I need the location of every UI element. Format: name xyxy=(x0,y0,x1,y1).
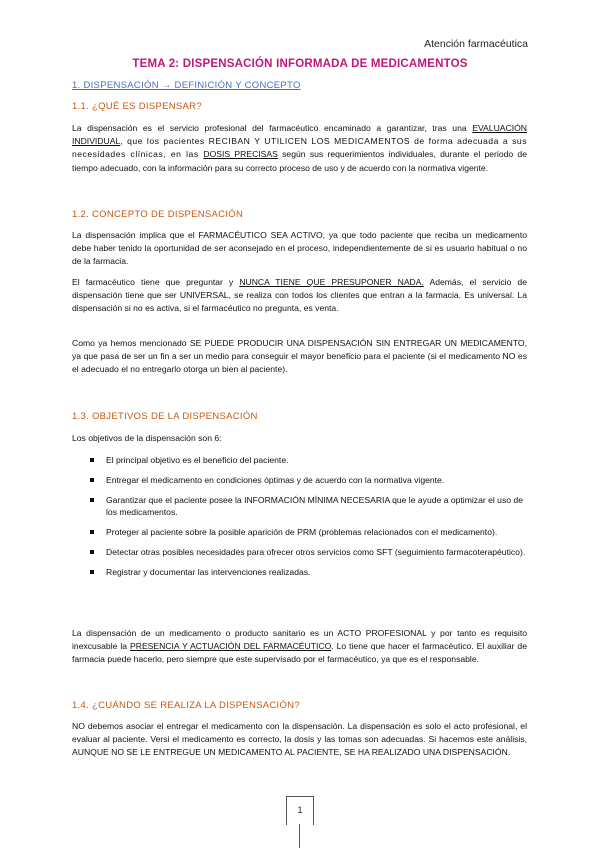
bullet-icon xyxy=(90,530,94,534)
document-title: TEMA 2: DISPENSACIÓN INFORMADA DE MEDICAMENTOS xyxy=(132,58,468,70)
list-item: Registrar y documentar las intervenciones realizadas. xyxy=(72,566,527,579)
section-link-dispensacion[interactable]: 1. DISPENSACIÓN → DEFINICIÓN Y CONCEPTO xyxy=(72,80,301,91)
underlined-nunca-presuponer: NUNCA TIENE QUE PRESUPONER NADA. xyxy=(239,277,424,287)
list-item: El principal objetivo es el beneficio del paciente. xyxy=(72,454,527,467)
bullet-icon xyxy=(90,550,94,554)
bullet-icon xyxy=(90,478,94,482)
paragraph-acto-profesional: La dispensación de un medicamento o producto sanitario es un ACTO PROFESIONAL y por tanto es requisito inexcusable la PRESENCIA Y ACTUACIÓN DEL FARMACÉUTICO. Lo tiene que hacer el farmacéutico. El auxiliar de farmacia puede hacerlo, pero siempre que este supervisado por el farmacéutico, ya que es el responsable. xyxy=(72,628,527,665)
heading-1-1: 1.1. ¿QUÉ ES DISPENSAR? xyxy=(72,101,202,112)
paragraph-concepto-1: La dispensación implica que el FARMACÉUTICO SEA ACTIVO, ya que todo paciente que reciba un medicamento debe haber tenido la oportunidad de ser aconsejado en el proceso, independientemente de si es usuario habitual o no de la farmacia. xyxy=(72,230,527,267)
heading-1-4: 1.4. ¿CUÁNDO SE REALIZA LA DISPENSACIÓN? xyxy=(72,700,300,711)
page-number-line xyxy=(299,824,300,848)
bullet-icon xyxy=(90,570,94,574)
heading-1-3: 1.3. OBJETIVOS DE LA DISPENSACIÓN xyxy=(72,411,258,422)
underlined-evaluacion: EVALUACIÓN INDIVIDUAL xyxy=(72,123,527,147)
objectives-list xyxy=(72,454,527,586)
objectives-intro: Los objetivos de la dispensación son 6: xyxy=(72,433,222,443)
list-item: Entregar el medicamento en condiciones óptimas y de acuerdo con la normativa vigente. xyxy=(72,474,527,487)
underlined-presencia: PRESENCIA Y ACTUACIÓN DEL FARMACÉUTICO xyxy=(130,641,332,652)
paragraph-que-es-dispensar: La dispensación es el servicio profesional del farmacéutico encaminado a garantizar, tras una EVALUACIÓN INDIVIDUAL, que los pacientes RECIBAN Y UTILICEN LOS MEDICAMENTOS de forma adecuada a sus necesidades clínicas, en las DOSIS PRECISAS según sus requerimientos individuales, durante el periodo de tiempo adecuado, con la información para su correcto proceso de uso y de acuerdo con la normativa vigente. xyxy=(72,123,527,173)
paragraph-concepto-2: El farmacéutico tiene que preguntar y NUNCA TIENE QUE PRESUPONER NADA. Además, el servicio de dispensación tiene que ser UNIVERSAL, se realiza con todos los clientes que entran a la farmacia. Es universal. La dispensación si no es activa, si el farmacéutico no pregunta, es venta. xyxy=(72,277,527,314)
list-item: Garantizar que el paciente posee la INFORMACIÓN MÍNIMA NECESARIA que le ayude a optimizar el uso de los medicamentos. xyxy=(72,494,527,520)
running-header: Atención farmacéutica xyxy=(424,38,528,50)
bullet-icon xyxy=(90,498,94,502)
heading-1-2: 1.2. CONCEPTO DE DISPENSACIÓN xyxy=(72,209,244,220)
page-number: 1 xyxy=(286,796,314,825)
paragraph-concepto-3: Como ya hemos mencionado SE PUEDE PRODUCIR UNA DISPENSACIÓN SIN ENTREGAR UN MEDICAMENTO, ya que pasa de ser un fin a ser un medio para conseguir el mayor beneficio para el paciente (si el medicamento NO es el adecuado el no entregarlo otorga un bien al paciente). xyxy=(72,338,527,375)
list-item: Detectar otras posibles necesidades para ofrecer otros servicios como SFT (seguimiento farmacoterapéutico). xyxy=(72,546,527,559)
paragraph-cuando: NO debemos asociar el entregar el medicamento con la dispensación. La dispensación es solo el acto profesional, el evaluar al paciente. Versi el medicamento es correcto, la dosis y las tomas son adecuadas. Si hacemos este análisis, AUNQUE NO SE LE ENTREGUE UN MEDICAMENTO AL PACIENTE, SE HA REALIZADO UNA DISPENSACIÓN. xyxy=(72,721,527,758)
underlined-dosis: DOSIS PRECISAS xyxy=(203,149,278,160)
bullet-icon xyxy=(90,458,94,462)
list-item: Proteger al paciente sobre la posible aparición de PRM (problemas relacionados con el medicamento). xyxy=(72,526,527,539)
